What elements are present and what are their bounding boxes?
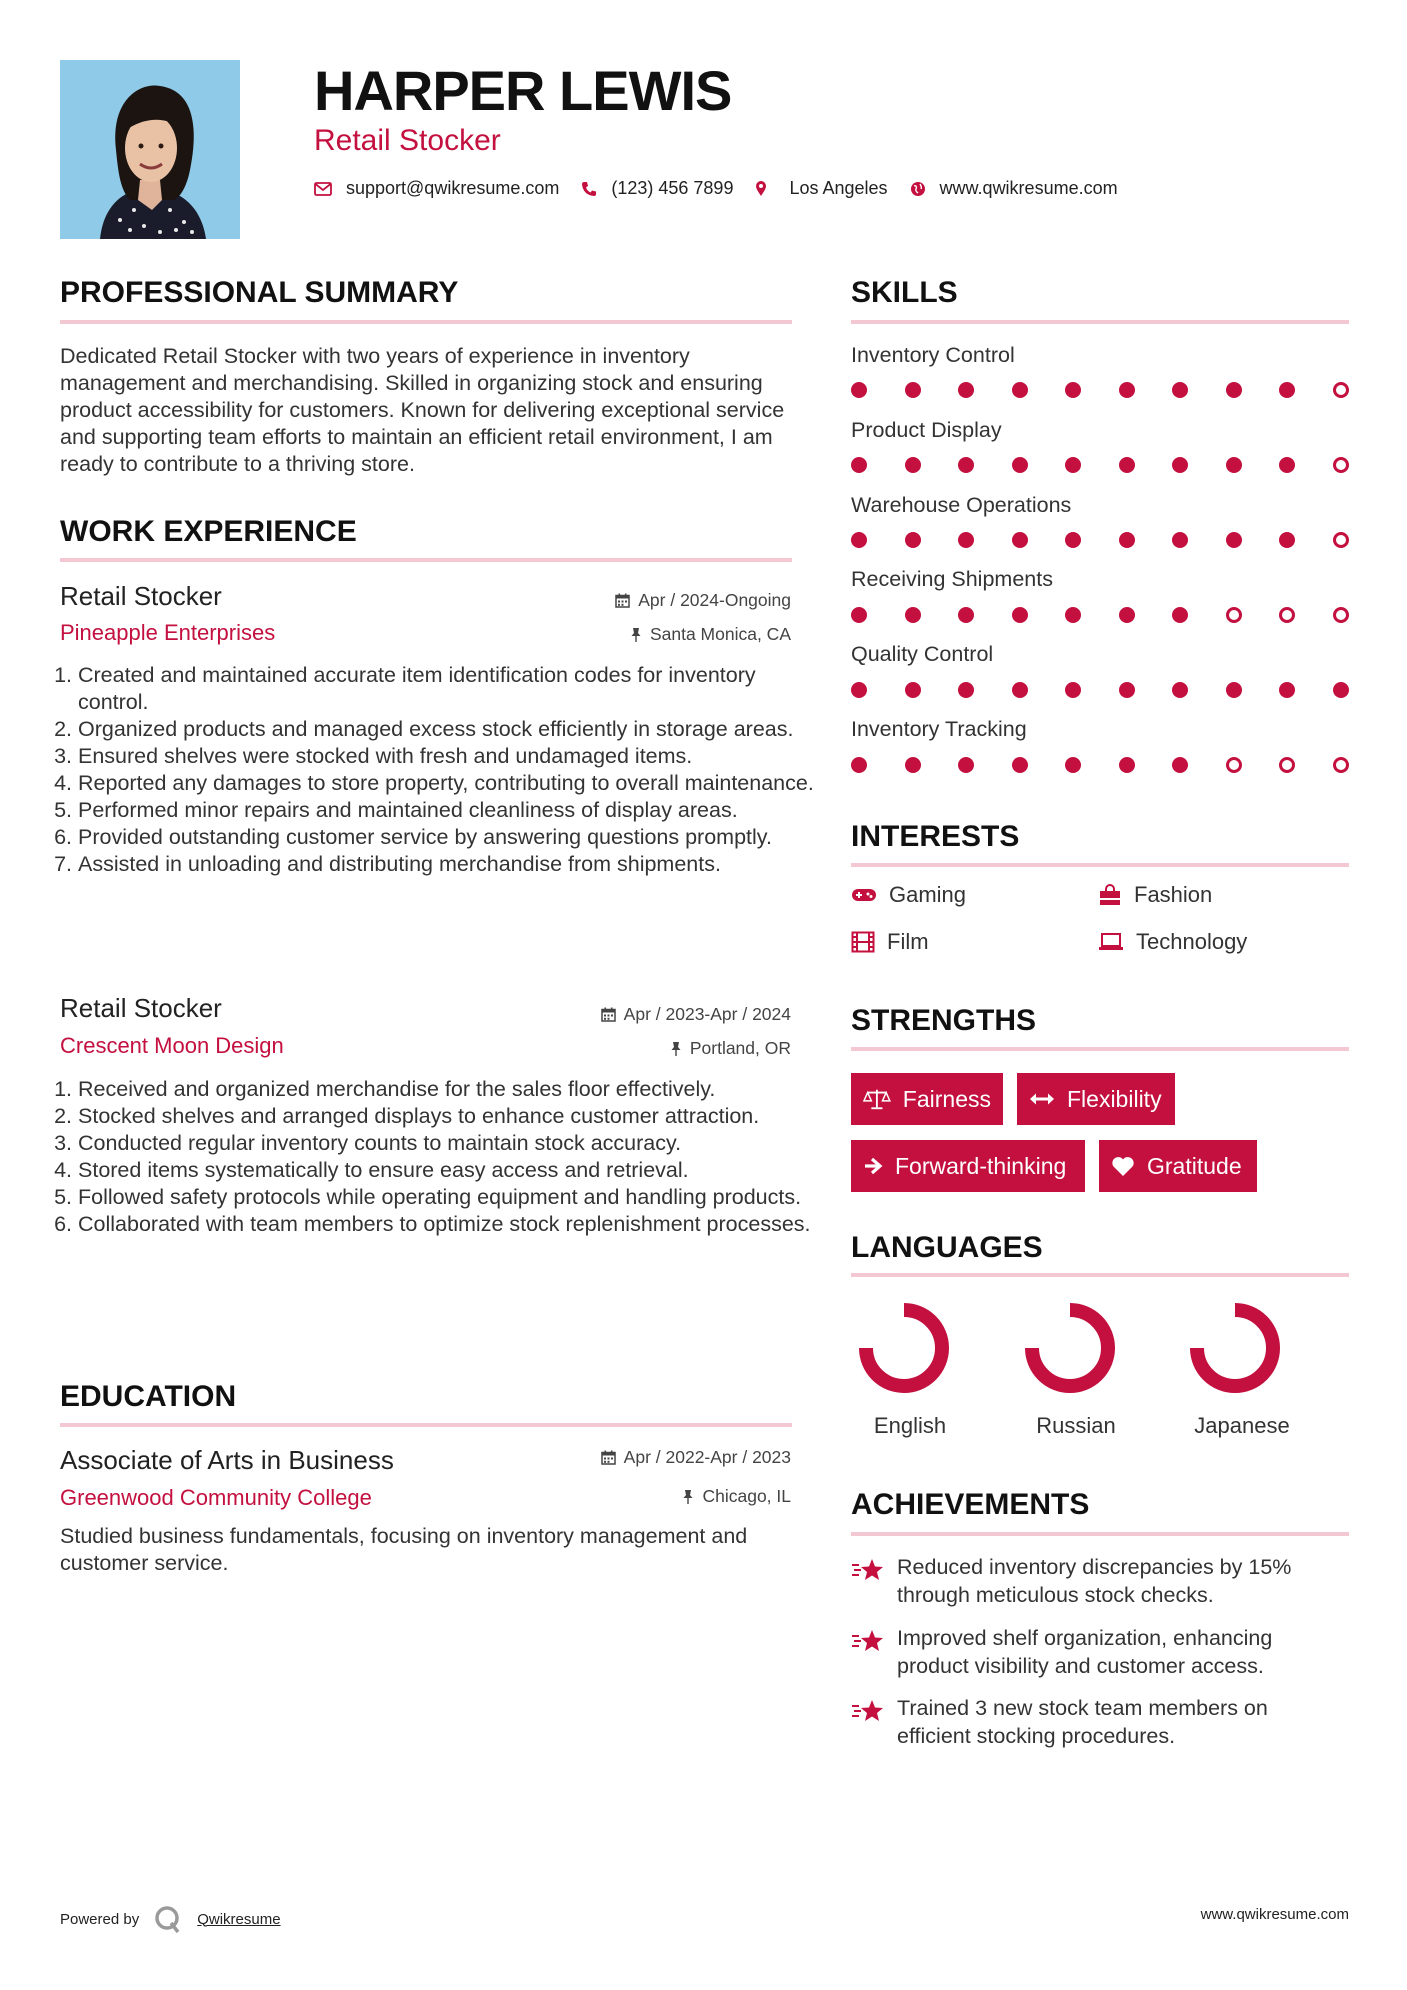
job-2-dates (601, 1004, 791, 1025)
rating-dot-filled (1012, 382, 1028, 398)
achievements-heading: ACHIEVEMENTS (851, 1488, 1090, 1521)
list-item: 1. Created and maintained accurate item identification codes for inventory control. (78, 662, 814, 716)
arrow-right-icon (863, 1156, 883, 1176)
contact-bar (314, 178, 1140, 199)
contact-email[interactable] (314, 178, 559, 199)
strengths-divider (851, 1047, 1349, 1051)
phone-text: (123) 456 7899 (611, 178, 734, 198)
job-1-dates-text: Apr / 2024-Ongoing (638, 590, 791, 610)
brand-link[interactable]: Qwikresume (197, 1910, 281, 1928)
arrows-horizontal-icon (1029, 1092, 1055, 1106)
job-1-location (630, 624, 791, 645)
languages-heading: LANGUAGES (851, 1231, 1043, 1264)
rating-dot-filled (905, 382, 921, 398)
language-level-arc (1032, 1310, 1108, 1386)
interest-technology (1098, 929, 1247, 955)
list-item: 4. Reported any damages to store property, contributing to overall maintenance. (78, 770, 814, 797)
shooting-star-icon (851, 1628, 885, 1654)
phone-icon (581, 181, 597, 197)
rating-dot-filled (1119, 532, 1135, 548)
candidate-name: HARPER LEWIS (314, 59, 732, 122)
rating-dot-filled (1226, 682, 1242, 698)
profile-photo (60, 60, 240, 239)
rating-dot-filled (905, 682, 921, 698)
rating-dot-filled (1226, 457, 1242, 473)
rating-dot-filled (1226, 532, 1242, 548)
rating-dot-filled (1279, 682, 1295, 698)
strength-label: Gratitude (1147, 1152, 1242, 1179)
email-text: support@qwikresume.com (346, 178, 560, 198)
rating-dot-filled (1279, 532, 1295, 548)
interest-label: Gaming (889, 882, 967, 907)
rating-dot-filled (958, 607, 974, 623)
rating-dot-filled (1172, 607, 1188, 623)
rating-dot-filled (1119, 457, 1135, 473)
interest-fashion (1098, 882, 1212, 908)
rating-dot-filled (905, 757, 921, 773)
job-2-location (670, 1038, 791, 1059)
education-location (682, 1486, 791, 1507)
job-1-dates (615, 590, 791, 611)
job-2-location-text: Portland, OR (689, 1038, 791, 1058)
strength-tag (1099, 1140, 1257, 1192)
rating-dot-empty (1226, 757, 1242, 773)
rating-dot-filled (1279, 457, 1295, 473)
rating-dot-empty (1333, 607, 1349, 623)
calendar-icon (601, 1007, 616, 1022)
interests-heading: INTERESTS (851, 820, 1020, 853)
job-2-bullets (60, 1076, 814, 1238)
gamepad-icon (851, 887, 877, 903)
job-1-bullets (60, 662, 814, 878)
strengths-heading: STRENGTHS (851, 1004, 1037, 1037)
contact-phone[interactable] (581, 178, 733, 199)
rating-dot-filled (1065, 382, 1081, 398)
website-text: www.qwikresume.com (939, 178, 1118, 198)
rating-dot-filled (1333, 682, 1349, 698)
interest-label: Technology (1136, 929, 1248, 954)
skill-rating (851, 457, 1349, 473)
strength-label: Flexibility (1067, 1085, 1162, 1112)
rating-dot-filled (1119, 607, 1135, 623)
rating-dot-filled (1065, 457, 1081, 473)
footer-site[interactable]: www.qwikresume.com (1200, 1906, 1349, 1923)
rating-dot-filled (1065, 532, 1081, 548)
education-heading: EDUCATION (60, 1380, 237, 1413)
rating-dot-filled (1172, 682, 1188, 698)
achievement-text: Trained 3 new stock team members on efficient stocking procedures. (897, 1696, 1268, 1748)
summary-heading: PROFESSIONAL SUMMARY (60, 276, 459, 309)
summary-divider (60, 320, 792, 324)
language-ring-russian (1024, 1302, 1116, 1394)
language-name: English (873, 1413, 947, 1438)
list-item: 3. Conducted regular inventory counts to maintain stock accuracy. (78, 1130, 814, 1157)
strength-label: Fairness (902, 1085, 991, 1112)
rating-dot-filled (1012, 682, 1028, 698)
skill-name: Inventory Control (851, 343, 1015, 367)
rating-dot-filled (958, 382, 974, 398)
strength-tag (851, 1140, 1085, 1192)
list-item: 6. Collaborated with team members to optimize stock replenishment processes. (78, 1211, 814, 1238)
skill-rating (851, 382, 1349, 398)
person-portrait-icon (60, 60, 240, 239)
language-ring-japanese (1189, 1302, 1281, 1394)
education-school: Greenwood Community College (60, 1485, 372, 1510)
pushpin-icon (682, 1489, 694, 1505)
education-dates-text: Apr / 2022-Apr / 2023 (623, 1447, 791, 1467)
skills-heading: SKILLS (851, 276, 958, 309)
rating-dot-empty (1279, 607, 1295, 623)
rating-dot-empty (1333, 532, 1349, 548)
rating-dot-empty (1333, 757, 1349, 773)
location-text: Los Angeles (789, 178, 888, 198)
calendar-icon (601, 1450, 616, 1465)
rating-dot-empty (1226, 607, 1242, 623)
scale-icon (863, 1087, 891, 1111)
rating-dot-filled (1172, 532, 1188, 548)
language-level-arc (1197, 1310, 1273, 1386)
rating-dot-filled (1172, 457, 1188, 473)
rating-dot-filled (851, 607, 867, 623)
interests-divider (851, 863, 1349, 867)
strength-tag (1017, 1073, 1175, 1125)
job-1-company: Pineapple Enterprises (60, 620, 276, 645)
powered-by-text: Powered by (60, 1910, 140, 1928)
language-ring-english (858, 1302, 950, 1394)
skills-divider (851, 320, 1349, 324)
achievements-divider (851, 1532, 1349, 1536)
strength-tag (851, 1073, 1003, 1125)
qwikresume-logo-icon (153, 1904, 183, 1934)
rating-dot-filled (851, 532, 867, 548)
interest-film (851, 929, 929, 955)
list-item: 5. Performed minor repairs and maintained cleanliness of display areas. (78, 797, 814, 824)
job-2-title: Retail Stocker (60, 993, 222, 1023)
skill-rating (851, 532, 1349, 548)
skill-rating (851, 682, 1349, 698)
rating-dot-filled (1172, 757, 1188, 773)
list-item: 3. Ensured shelves were stocked with fresh and undamaged items. (78, 743, 814, 770)
rating-dot-filled (1012, 457, 1028, 473)
summary-text: Dedicated Retail Stocker with two years of experience in inventory management and merchandising. Skilled in organizing stock and ensuring product accessibility for customers. Known for delivering exceptional service and supporting team efforts to maintain an efficient retail environment, I am ready to contribute to a thriving store. (60, 344, 785, 476)
skill-rating (851, 607, 1349, 623)
rating-dot-filled (1119, 757, 1135, 773)
achievement-item (851, 1624, 1331, 1680)
globe-icon (910, 181, 926, 197)
rating-dot-filled (851, 382, 867, 398)
education-location-text: Chicago, IL (702, 1486, 791, 1506)
shopping-bag-icon (1098, 884, 1122, 906)
skill-name: Inventory Tracking (851, 717, 1027, 741)
language-level-arc (866, 1310, 942, 1386)
achievement-text: Improved shelf organization, enhancing product visibility and customer access. (897, 1626, 1273, 1678)
list-item: 1. Received and organized merchandise for the sales floor effectively. (78, 1076, 814, 1103)
map-pin-icon (755, 180, 767, 197)
achievement-item (851, 1694, 1331, 1750)
interest-gaming (851, 882, 966, 908)
rating-dot-filled (851, 757, 867, 773)
candidate-role: Retail Stocker (314, 124, 501, 157)
rating-dot-filled (1012, 757, 1028, 773)
rating-dot-empty (1279, 757, 1295, 773)
rating-dot-filled (1065, 682, 1081, 698)
rating-dot-filled (1119, 682, 1135, 698)
list-item: 2. Organized products and managed excess stock efficiently in storage areas. (78, 716, 814, 743)
job-1-location-text: Santa Monica, CA (649, 624, 791, 644)
rating-dot-filled (851, 457, 867, 473)
rating-dot-filled (1226, 382, 1242, 398)
skill-name: Quality Control (851, 642, 994, 666)
language-name: Japanese (1194, 1413, 1290, 1438)
interest-label: Fashion (1134, 882, 1213, 907)
list-item: 5. Followed safety protocols while operating equipment and handling products. (78, 1184, 814, 1211)
shooting-star-icon (851, 1557, 885, 1583)
heart-icon (1111, 1156, 1135, 1177)
rating-dot-filled (958, 532, 974, 548)
strength-label: Forward-thinking (895, 1152, 1067, 1179)
languages-divider (851, 1273, 1349, 1277)
education-text: Studied business fundamentals, focusing on inventory management and customer service. (60, 1524, 748, 1575)
envelope-icon (314, 182, 332, 196)
calendar-icon (615, 593, 630, 608)
film-icon (851, 931, 875, 953)
rating-dot-filled (958, 757, 974, 773)
skill-rating (851, 757, 1349, 773)
rating-dot-filled (905, 607, 921, 623)
job-2-dates-text: Apr / 2023-Apr / 2024 (623, 1004, 791, 1024)
interest-label: Film (887, 929, 929, 954)
skill-name: Product Display (851, 418, 1002, 442)
contact-location (755, 178, 887, 199)
pushpin-icon (630, 627, 642, 643)
list-item: 4. Stored items systematically to ensure easy access and retrieval. (78, 1157, 814, 1184)
rating-dot-filled (905, 457, 921, 473)
rating-dot-filled (1012, 532, 1028, 548)
education-divider (60, 1423, 792, 1427)
achievement-text: Reduced inventory discrepancies by 15% through meticulous stock checks. (897, 1555, 1292, 1607)
experience-heading: WORK EXPERIENCE (60, 515, 357, 548)
skill-name: Receiving Shipments (851, 567, 1053, 591)
rating-dot-empty (1333, 382, 1349, 398)
rating-dot-filled (851, 682, 867, 698)
rating-dot-filled (1119, 382, 1135, 398)
job-2-company: Crescent Moon Design (60, 1033, 284, 1058)
language-name: Russian (1036, 1413, 1116, 1438)
rating-dot-filled (958, 457, 974, 473)
education-degree: Associate of Arts in Business (60, 1445, 394, 1475)
footer-powered-by (60, 1904, 281, 1934)
pushpin-icon (670, 1041, 682, 1057)
rating-dot-filled (1279, 382, 1295, 398)
rating-dot-filled (1065, 757, 1081, 773)
education-dates (601, 1447, 791, 1468)
laptop-icon (1098, 932, 1124, 952)
list-item: 6. Provided outstanding customer service by answering questions promptly. (78, 824, 814, 851)
achievement-item (851, 1553, 1331, 1609)
experience-divider (60, 558, 792, 562)
rating-dot-filled (905, 532, 921, 548)
skill-name: Warehouse Operations (851, 493, 1072, 517)
rating-dot-filled (1065, 607, 1081, 623)
rating-dot-filled (1172, 382, 1188, 398)
contact-website[interactable] (910, 178, 1118, 199)
list-item: 7. Assisted in unloading and distributing merchandise from shipments. (78, 851, 814, 878)
list-item: 2. Stocked shelves and arranged displays to enhance customer attraction. (78, 1103, 814, 1130)
rating-dot-filled (1012, 607, 1028, 623)
rating-dot-filled (958, 682, 974, 698)
job-1-title: Retail Stocker (60, 581, 222, 611)
shooting-star-icon (851, 1698, 885, 1724)
rating-dot-empty (1333, 457, 1349, 473)
